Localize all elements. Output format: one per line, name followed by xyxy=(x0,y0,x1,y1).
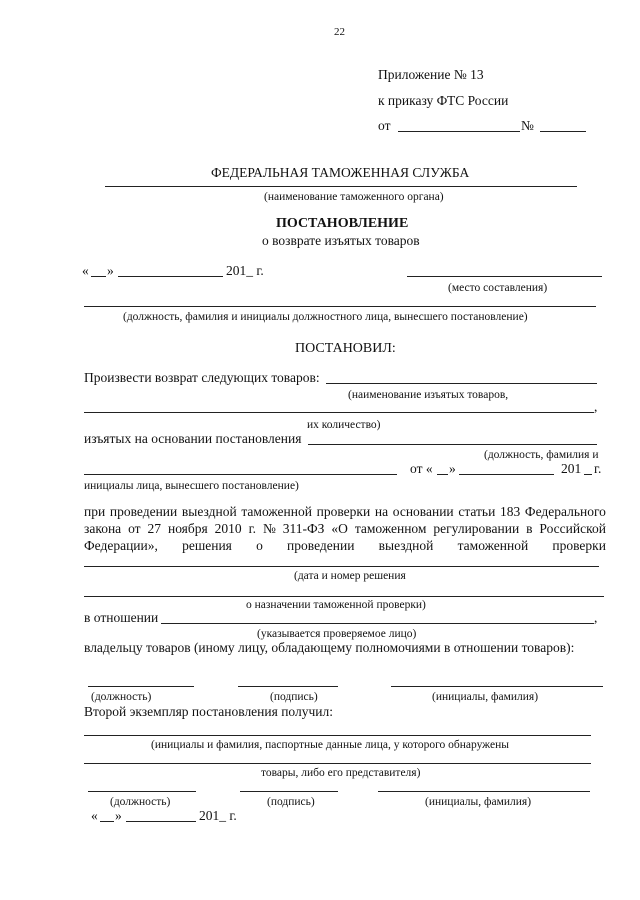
paragraph-word: проведении xyxy=(287,538,355,553)
seized-label: изъятых на основании постановления xyxy=(84,431,302,446)
paragraph-word: № xyxy=(262,521,276,536)
paragraph-word: проверки xyxy=(316,504,371,519)
paragraph-word: от xyxy=(128,521,141,536)
regarding-label: в отношении xyxy=(84,610,159,625)
date-month-line xyxy=(118,276,223,277)
paragraph-word: на xyxy=(374,504,389,519)
recipient-line-2 xyxy=(84,763,591,764)
from-month-line xyxy=(459,474,554,475)
appendix-title: Приложение № 13 xyxy=(378,67,484,82)
audit-caption: о назначении таможенной проверки) xyxy=(246,599,426,611)
sig2-name-line xyxy=(378,791,590,792)
date-quote-close: » xyxy=(107,263,114,278)
decided-heading: ПОСТАНОВИЛ: xyxy=(295,341,396,356)
document-title: ПОСТАНОВЛЕНИЕ xyxy=(276,216,409,231)
return-label: Произвести возврат следующих товаров: xyxy=(84,370,320,385)
audit-line xyxy=(84,596,604,597)
appendix-number-sign: № xyxy=(521,118,534,133)
official-caption: (должность, фамилия и инициалы должностного лица, вынесшего постановление) xyxy=(123,311,528,323)
paragraph-word: закона xyxy=(84,521,122,536)
sig2-signature-line xyxy=(240,791,338,792)
paragraph-word: при xyxy=(84,504,106,519)
from-year: 201 xyxy=(561,461,582,476)
paragraph-word: 311-ФЗ xyxy=(282,521,325,536)
from-quote: » xyxy=(449,461,456,476)
official-line xyxy=(84,306,596,307)
sig2-name-caption: (инициалы, фамилия) xyxy=(425,796,532,808)
paragraph-word: г. xyxy=(248,521,256,536)
regarding-line xyxy=(161,623,594,624)
paragraph-line-1 xyxy=(84,504,606,520)
paragraph-word: 183 xyxy=(499,504,521,519)
from-year-suffix: г. xyxy=(594,461,602,476)
recipient-caption-2: товары, либо его представителя) xyxy=(261,767,421,779)
agency-name: ФЕДЕРАЛЬНАЯ ТАМОЖЕННАЯ СЛУЖБА xyxy=(211,165,470,180)
paragraph-word: таможенном xyxy=(354,521,427,536)
final-quote-close: » xyxy=(115,808,122,823)
paragraph-word: выездной xyxy=(378,538,434,553)
paragraph-line-2 xyxy=(84,521,606,537)
paragraph-word: таможенной xyxy=(457,538,529,553)
second-copy-text: Второй экземпляр постановления получил: xyxy=(84,704,333,719)
sig1-signature-line xyxy=(238,686,338,687)
quantity-line xyxy=(84,412,594,413)
from-year-line xyxy=(584,474,592,475)
paragraph-word: статьи xyxy=(458,504,496,519)
initials-caption: инициалы лица, вынесшего постановление) xyxy=(84,480,299,492)
appendix-from-label: от xyxy=(378,118,391,133)
paragraph-word: Федерального xyxy=(524,504,606,519)
sig2-signature-caption: (подпись) xyxy=(267,796,315,808)
paragraph-word: 2010 xyxy=(214,521,242,536)
sig2-position-caption: (должность) xyxy=(110,796,171,808)
sig1-signature-caption: (подпись) xyxy=(270,691,318,703)
agency-caption: (наименование таможенного органа) xyxy=(264,191,444,203)
paragraph-word: таможенной xyxy=(241,504,312,519)
date-quote-open: « xyxy=(82,263,89,278)
person-caption: (указывается проверяемое лицо) xyxy=(257,628,417,640)
paragraph-word: регулировании xyxy=(433,521,520,536)
seized-line xyxy=(308,444,597,445)
final-month-line xyxy=(126,821,196,822)
paragraph-word: проведении xyxy=(109,504,178,519)
document-subtitle: о возврате изъятых товаров xyxy=(262,233,420,248)
paragraph-word: о xyxy=(256,538,263,553)
date-year: 201_ г. xyxy=(226,263,264,278)
goods-line xyxy=(326,383,597,384)
agency-line xyxy=(105,186,577,187)
appendix-date-line xyxy=(398,131,520,132)
appendix-order: к приказу ФТС России xyxy=(378,93,509,108)
decision-line xyxy=(84,566,599,567)
from-label: от « xyxy=(410,461,433,476)
paragraph-word: ноября xyxy=(167,521,208,536)
decision-caption: (дата и номер решения xyxy=(294,570,406,582)
sig1-name-line xyxy=(391,686,603,687)
place-caption: (место составления) xyxy=(448,282,548,294)
sig1-position-caption: (должность) xyxy=(91,691,152,703)
paragraph-word: основании xyxy=(392,504,454,519)
paragraph-word: «О xyxy=(331,521,348,536)
position-caption: (должность, фамилия и xyxy=(484,449,599,461)
sig1-name-caption: (инициалы, фамилия) xyxy=(432,691,539,703)
appendix-number-line xyxy=(540,131,586,132)
goods-caption: (наименование изъятых товаров, xyxy=(348,389,509,401)
quantity-caption: их количество) xyxy=(307,419,381,431)
sig1-position-line xyxy=(88,686,194,687)
final-year: 201_ г. xyxy=(199,808,237,823)
regarding-comma: , xyxy=(594,610,598,625)
quantity-comma: , xyxy=(594,399,598,414)
recipient-caption-1: (инициалы и фамилия, паспортные данные лица, у которого обнаружены xyxy=(151,739,509,751)
page-number: 22 xyxy=(334,26,345,38)
paragraph-word: Российской xyxy=(539,521,606,536)
sig2-position-line xyxy=(88,791,196,792)
recipient-line-1 xyxy=(84,735,591,736)
owner-text: владельцу товаров (иному лицу, обладающему полномочиями в отношении товаров): xyxy=(84,640,575,655)
seized-name-line xyxy=(84,474,397,475)
date-day-line xyxy=(91,276,106,277)
paragraph-word: решения xyxy=(182,538,232,553)
paragraph-word: Федерации», xyxy=(84,538,158,553)
paragraph-line-3 xyxy=(84,538,606,554)
paragraph-word: проверки xyxy=(552,538,606,553)
final-day-line xyxy=(100,821,114,822)
paragraph-word: выездной xyxy=(181,504,237,519)
place-line xyxy=(407,276,602,277)
from-day-line xyxy=(437,474,448,475)
paragraph-word: 27 xyxy=(147,521,162,536)
paragraph-word: в xyxy=(526,521,533,536)
final-quote-open: « xyxy=(91,808,98,823)
